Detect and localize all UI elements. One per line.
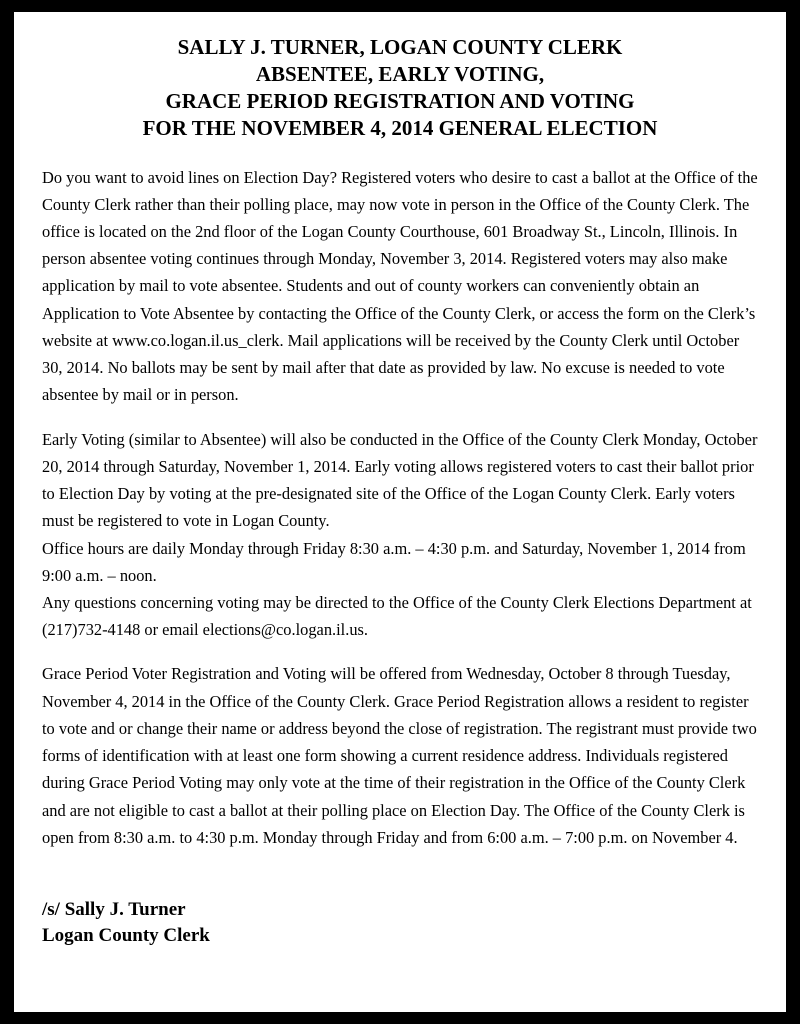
title-line-4: FOR THE NOVEMBER 4, 2014 GENERAL ELECTION bbox=[142, 115, 658, 140]
document-sheet bbox=[14, 12, 786, 1012]
paragraph-spacer-1 bbox=[42, 409, 758, 426]
title-line-2: ABSENTEE, EARLY VOTING, bbox=[255, 61, 545, 86]
paragraph-questions: Any questions concerning voting may be directed to the Office of the County Clerk Elections Department at (217)732-4148 or email elections@co.logan.il.us. bbox=[42, 593, 752, 640]
paragraph-early-voting: Early Voting (similar to Absentee) will also be conducted in the Office of the County Clerk Monday, October 20, 2014 through Saturday, November 1, 2014. Early voting allows registered voters to cast their ballot prior to Election Day by voting at the pre-designated site of the Office of the Logan County Clerk. Early voters must be registered to vote in Logan County. bbox=[42, 429, 758, 531]
paragraph-office-hours: Office hours are daily Monday through Friday 8:30 a.m. – 4:30 p.m. and Saturday, November 1, 2014 from 9:00 a.m. – noon. bbox=[42, 538, 746, 585]
paragraph-grace-period: Grace Period Voter Registration and Voting will be offered from Wednesday, October 8 through Tuesday, November 4, 2014 in the Office of the County Clerk. Grace Period Registration allows a resident to register to vote and or change their name or address beyond the close of registration. The registrant must provide two forms of identification with at least one form showing a current residence address. Individuals registered during Grace Period Voting may only vote at the time of their registration in the Office of the County Clerk and are not eligible to cast a ballot at their polling place on Election Day. The Office of the County Clerk is open from 8:30 a.m. to 4:30 p.m. Monday through Friday and from 6:00 a.m. – 7:00 p.m. on November 4. bbox=[42, 664, 757, 847]
signature-name: /s/ Sally J. Turner bbox=[42, 899, 186, 921]
paragraph-absentee: Do you want to avoid lines on Election Day? Registered voters who desire to cast a ballot at the Office of the County Clerk rather than their polling place, may now vote in person in the Office of the County Clerk. The office is located on the 2nd floor of the Logan County Courthouse, 601 Broadway St., Lincoln, Illinois. In person absentee voting continues through Monday, November 3, 2014. Registered voters may also make application by mail to vote absentee. Students and out of county workers can conveniently obtain an Application to Vote Absentee by contacting the Office of the County Clerk, or access the form on the Clerk’s website at www.co.logan.il.us_clerk. Mail applications will be received by the County Clerk until October 30, 2014. No ballots may be sent by mail after that date as provided by law. No excuse is needed to vote absentee by mail or in person. bbox=[42, 167, 758, 405]
signature-office: Logan County Clerk bbox=[42, 924, 210, 946]
signature-block bbox=[42, 897, 758, 948]
document-title bbox=[42, 34, 758, 142]
title-line-1: SALLY J. TURNER, LOGAN COUNTY CLERK bbox=[177, 35, 623, 59]
document-body bbox=[42, 164, 758, 852]
title-line-3: GRACE PERIOD REGISTRATION AND VOTING bbox=[165, 88, 635, 113]
paragraph-spacer-2 bbox=[42, 643, 758, 660]
